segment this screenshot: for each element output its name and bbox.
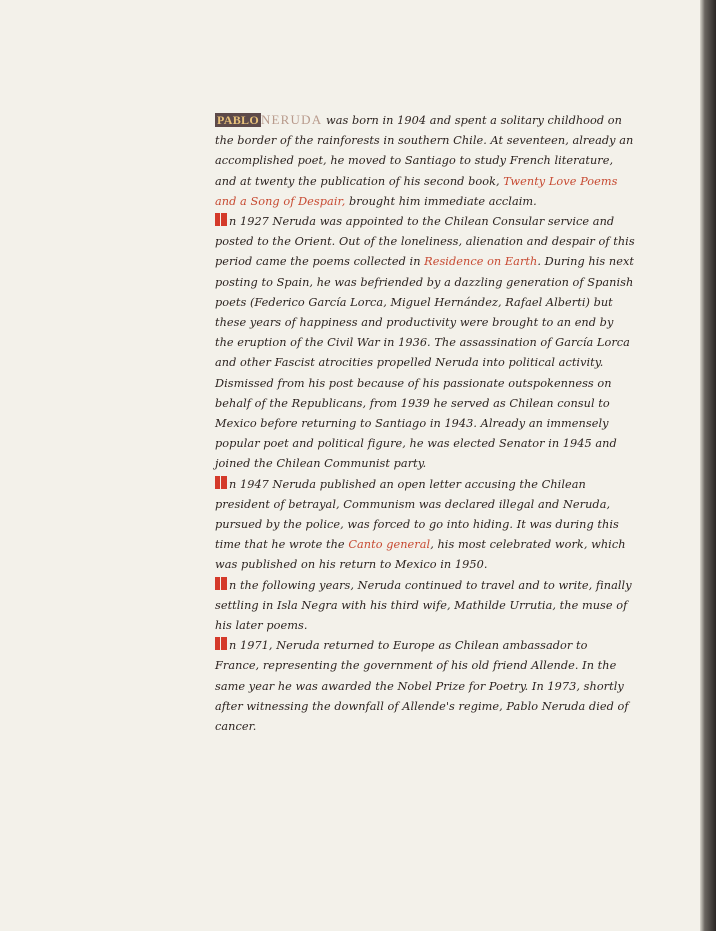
paragraph-3-text-a: n 1947 Neruda published an open letter accusing the Chilean president of betrayal, Communism was declared illegal and Neruda, pursued by the police, was forced to go into hiding. It was during this time that he wrote the — [215, 477, 619, 552]
book-page-edge — [700, 0, 716, 931]
paragraph-3 — [215, 475, 635, 576]
biography-text — [215, 110, 635, 737]
title-first-name: PABLO — [217, 113, 259, 127]
paragraph-5 — [215, 636, 635, 737]
title-last-name: NERUDA — [260, 112, 323, 127]
paragraph-1-text-a: was born in 1904 and spent a solitary childhood on the border of the rainforests in southern Chile. At seventeen, already an accomplished poet, he moved to Santiago to study French literature, and at twenty the publication of his second book, — [215, 114, 634, 188]
drop-cap-initial — [215, 213, 227, 226]
paragraph-3-text-b: , his most celebrated work, which was published on his return to Mexico in 1950. — [215, 538, 626, 572]
book-title-twenty-love-poems: Twenty Love Poems and a Song of Despair, — [215, 174, 618, 208]
drop-cap-initial — [215, 637, 227, 650]
drop-cap-initial — [215, 476, 227, 489]
paragraph-2 — [215, 212, 635, 475]
paragraph-1-text-b: brought him immediate acclaim. — [345, 194, 537, 208]
paragraph-1 — [215, 110, 635, 212]
paragraph-5-text: n 1971, Neruda returned to Europe as Chilean ambassador to France, representing the government of his old friend Allende. In the same year he was awarded the Nobel Prize for Poetry. In 1973, shortly after witnessing the downfall of Allende's regime, Pablo Neruda died of cancer. — [215, 639, 629, 734]
paragraph-2-text-b: . During his next posting to Spain, he was befriended by a dazzling generation of Spanish poets (Federico García Lorca, Miguel Hernández, Rafael Alberti) but these years of happiness and productivity were brought to an end by the eruption of the Civil War in 1936. The assassination of García Lorca and other Fascist atrocities propelled Neruda into political activity. Dismissed from his post because of his passionate outspokenness on behalf of the Republicans, from 1939 he served as Chilean consul to Mexico before returning to Santiago in 1943. Already an immensely popular poet and political figure, he was elected Senator in 1945 and joined the Chilean Communist party. — [215, 255, 634, 471]
drop-cap-initial — [215, 577, 227, 590]
paragraph-4-text: n the following years, Neruda continued to travel and to write, finally settling in Isla Negra with his third wife, Mathilde Urrutia, the muse of his later poems. — [215, 578, 632, 633]
book-title-residence-on-earth: Residence on Earth — [424, 255, 538, 269]
paragraph-4 — [215, 576, 635, 637]
paragraph-2-text-a: n 1927 Neruda was appointed to the Chilean Consular service and posted to the Orient. Out of the loneliness, alienation and despair of this period came the poems collected in — [215, 215, 635, 269]
book-title-canto-general: Canto general — [348, 538, 431, 552]
